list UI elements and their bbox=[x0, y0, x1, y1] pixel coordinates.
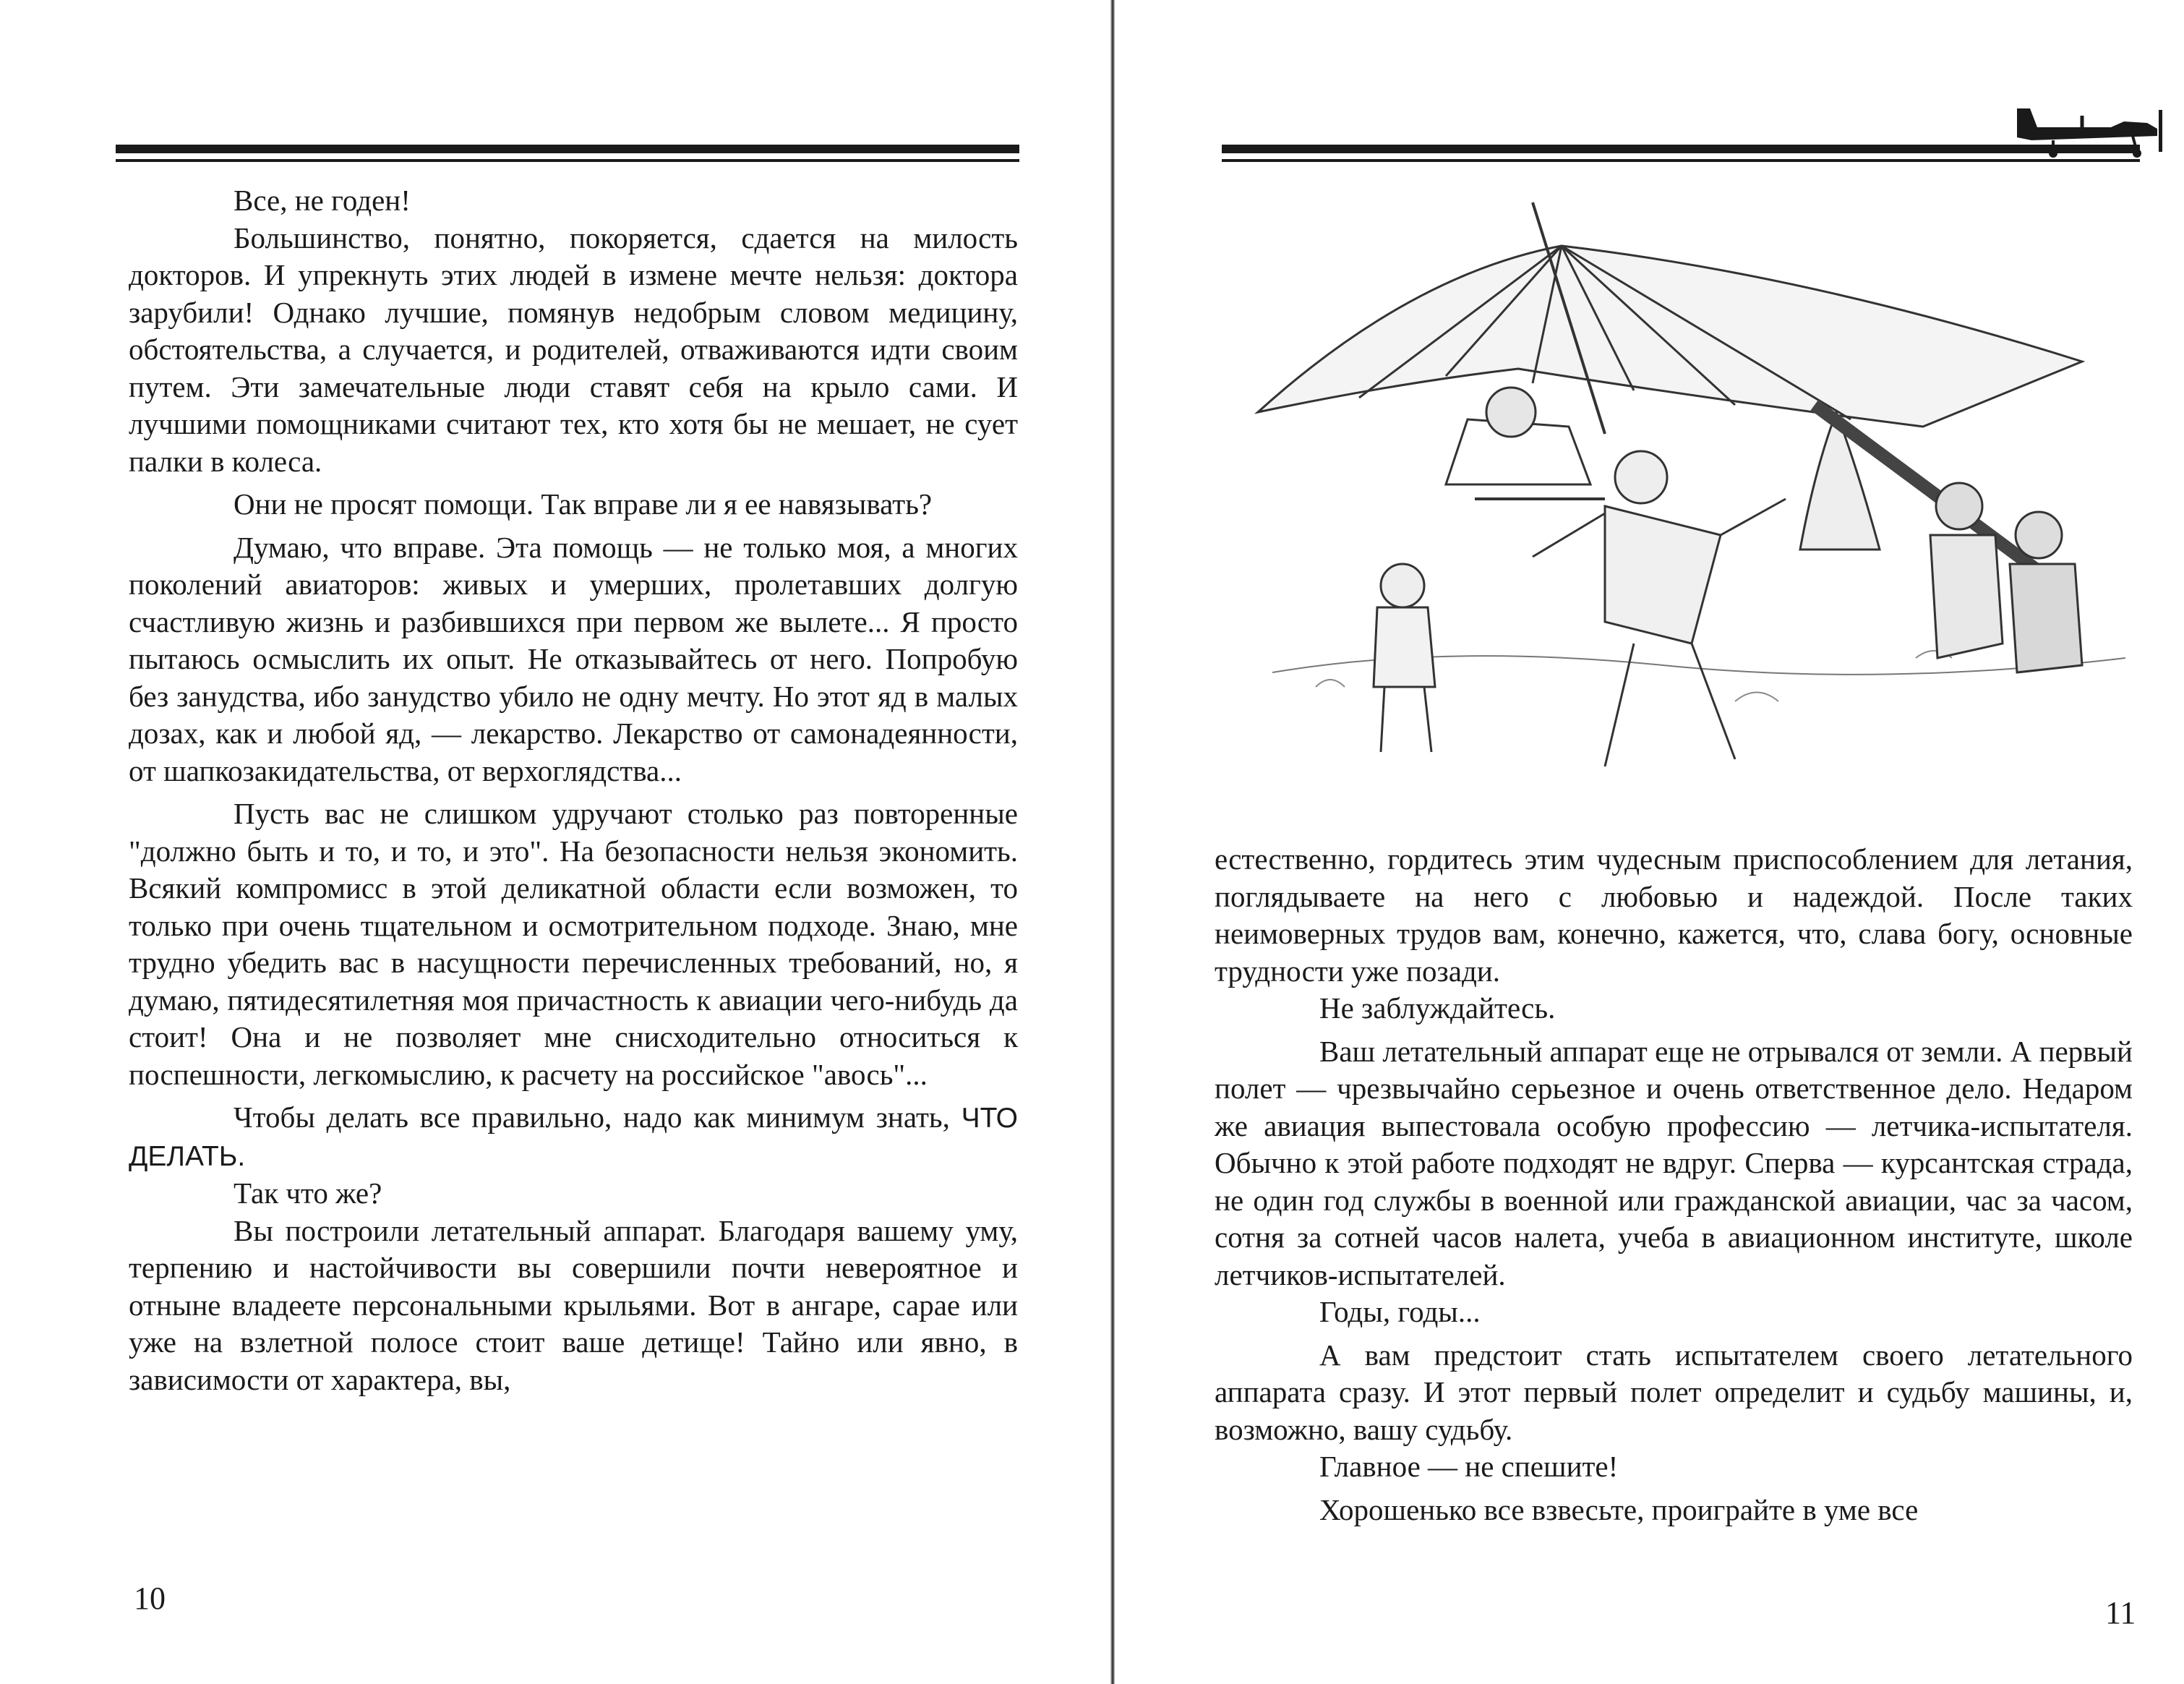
paragraph: Ваш летательный аппарат еще не отрывался от земли. А первый полет — чрезвычайно серьезное и очень ответственное дело. Недаром же авиация выпестовала особую профессию — летчика-испытателя. Обычно к этой работе подходят не вдруг. Сперва — курсантская страда, не один год службы в военной или гражданской авиации, час за часом, сотня за сотней часов налета, учеба в авиационном институте, школе летчиков-испытателей. bbox=[1215, 1034, 2133, 1291]
paragraph: Пусть вас не слишком удручают столько раз повторенные "должно быть и то, и то, и это". На безопасности нельзя экономить. Всякий компромисс в этой деликатной области если возможен, то только при очень тщательном и осмотрительном подходе. Знаю, мне трудно убедить вас в насущности перечисленных требований, но, я думаю, пятидесятилетняя моя причастность к авиации чего-нибудь да стоит! Она и не позволяет мне снисходительно относиться к поспешности, легкомыслию, к расчету на российское "авось"... bbox=[129, 797, 1018, 1091]
right-page-text bbox=[1215, 841, 2133, 1529]
right-page bbox=[1113, 0, 2184, 1684]
paragraph: Хорошенько все взвесьте, проиграйте в уме все bbox=[1319, 1492, 1919, 1526]
paragraph: Они не просят помощи. Так вправе ли я ее навязывать? bbox=[234, 487, 933, 521]
paragraph: Не заблуждайтесь. bbox=[1319, 991, 1556, 1025]
paragraph: Годы, годы... bbox=[1319, 1295, 1481, 1328]
paragraph-text: Чтобы делать все правильно, надо как минимум знать, bbox=[234, 1100, 950, 1134]
header-rule bbox=[116, 145, 1019, 162]
header-rule bbox=[1222, 145, 2140, 162]
paragraph: естественно, гордитесь этим чудесным приспособлением для летания, поглядываете на него с любовью и надеждой. После таких неимоверных трудов вам, конечно, кажется, что, слава богу, основные трудности уже позади. bbox=[1215, 842, 2133, 988]
paragraph: Так что же? bbox=[234, 1176, 382, 1210]
paragraph: Большинство, понятно, покоряется, сдается на милость докторов. И упрекнуть этих людей в измене мечте нельзя: доктора зарубили! Однако лучшие, помянув недобрым словом медицину, обстоятельства, а случается, и родителей, отваживаются идти своим путем. Эти замечательные люди ставят себя на крыло сами. И лучшими помощниками считают тех, кто хотя бы не мешает, не сует палки в колеса. bbox=[129, 221, 1018, 478]
paragraph: А вам предстоит стать испытателем своего летательного аппарата сразу. И этот первый полет определит и судьбу машины, и, возможно, вашу судьбу. bbox=[1215, 1338, 2133, 1446]
paragraph: Главное — не спешите! bbox=[1319, 1450, 1619, 1483]
left-page-text bbox=[129, 182, 1018, 1398]
hang-glider-illustration bbox=[1229, 195, 2147, 832]
page-number: 10 bbox=[134, 1581, 166, 1616]
paragraph bbox=[129, 1099, 1018, 1175]
emphasis-caps: ЧТО ДЕЛАТЬ. bbox=[129, 1103, 1019, 1172]
paragraph: Вы построили летательный аппарат. Благодаря вашему уму, терпению и настойчивости вы совершили почти невероятное и отныне владеете персональными крыльями. Вот в ангаре, сарае или уже на взлетной полосе стоит ваше детище! Тайно или явно, в зависимости от характера, вы, bbox=[129, 1213, 1018, 1396]
paragraph: Думаю, что вправе. Эта помощь — не только моя, а многих поколений авиаторов: живых и умерших, пролетавших долгую счастливую жизнь и разбившихся при первом же вылете... Я просто пытаюсь осмыслить их опыт. Не отказывайтесь от него. Попробую без занудства, ибо занудство убило не одну мечту. Но этот яд в малых дозах, как и любой яд, — лекарство. Лекарство от самонадеянности, от шапкозакидательства, от верхоглядства... bbox=[129, 530, 1018, 787]
paragraph: Все, не годен! bbox=[234, 184, 411, 217]
page-number: 11 bbox=[2105, 1595, 2136, 1630]
